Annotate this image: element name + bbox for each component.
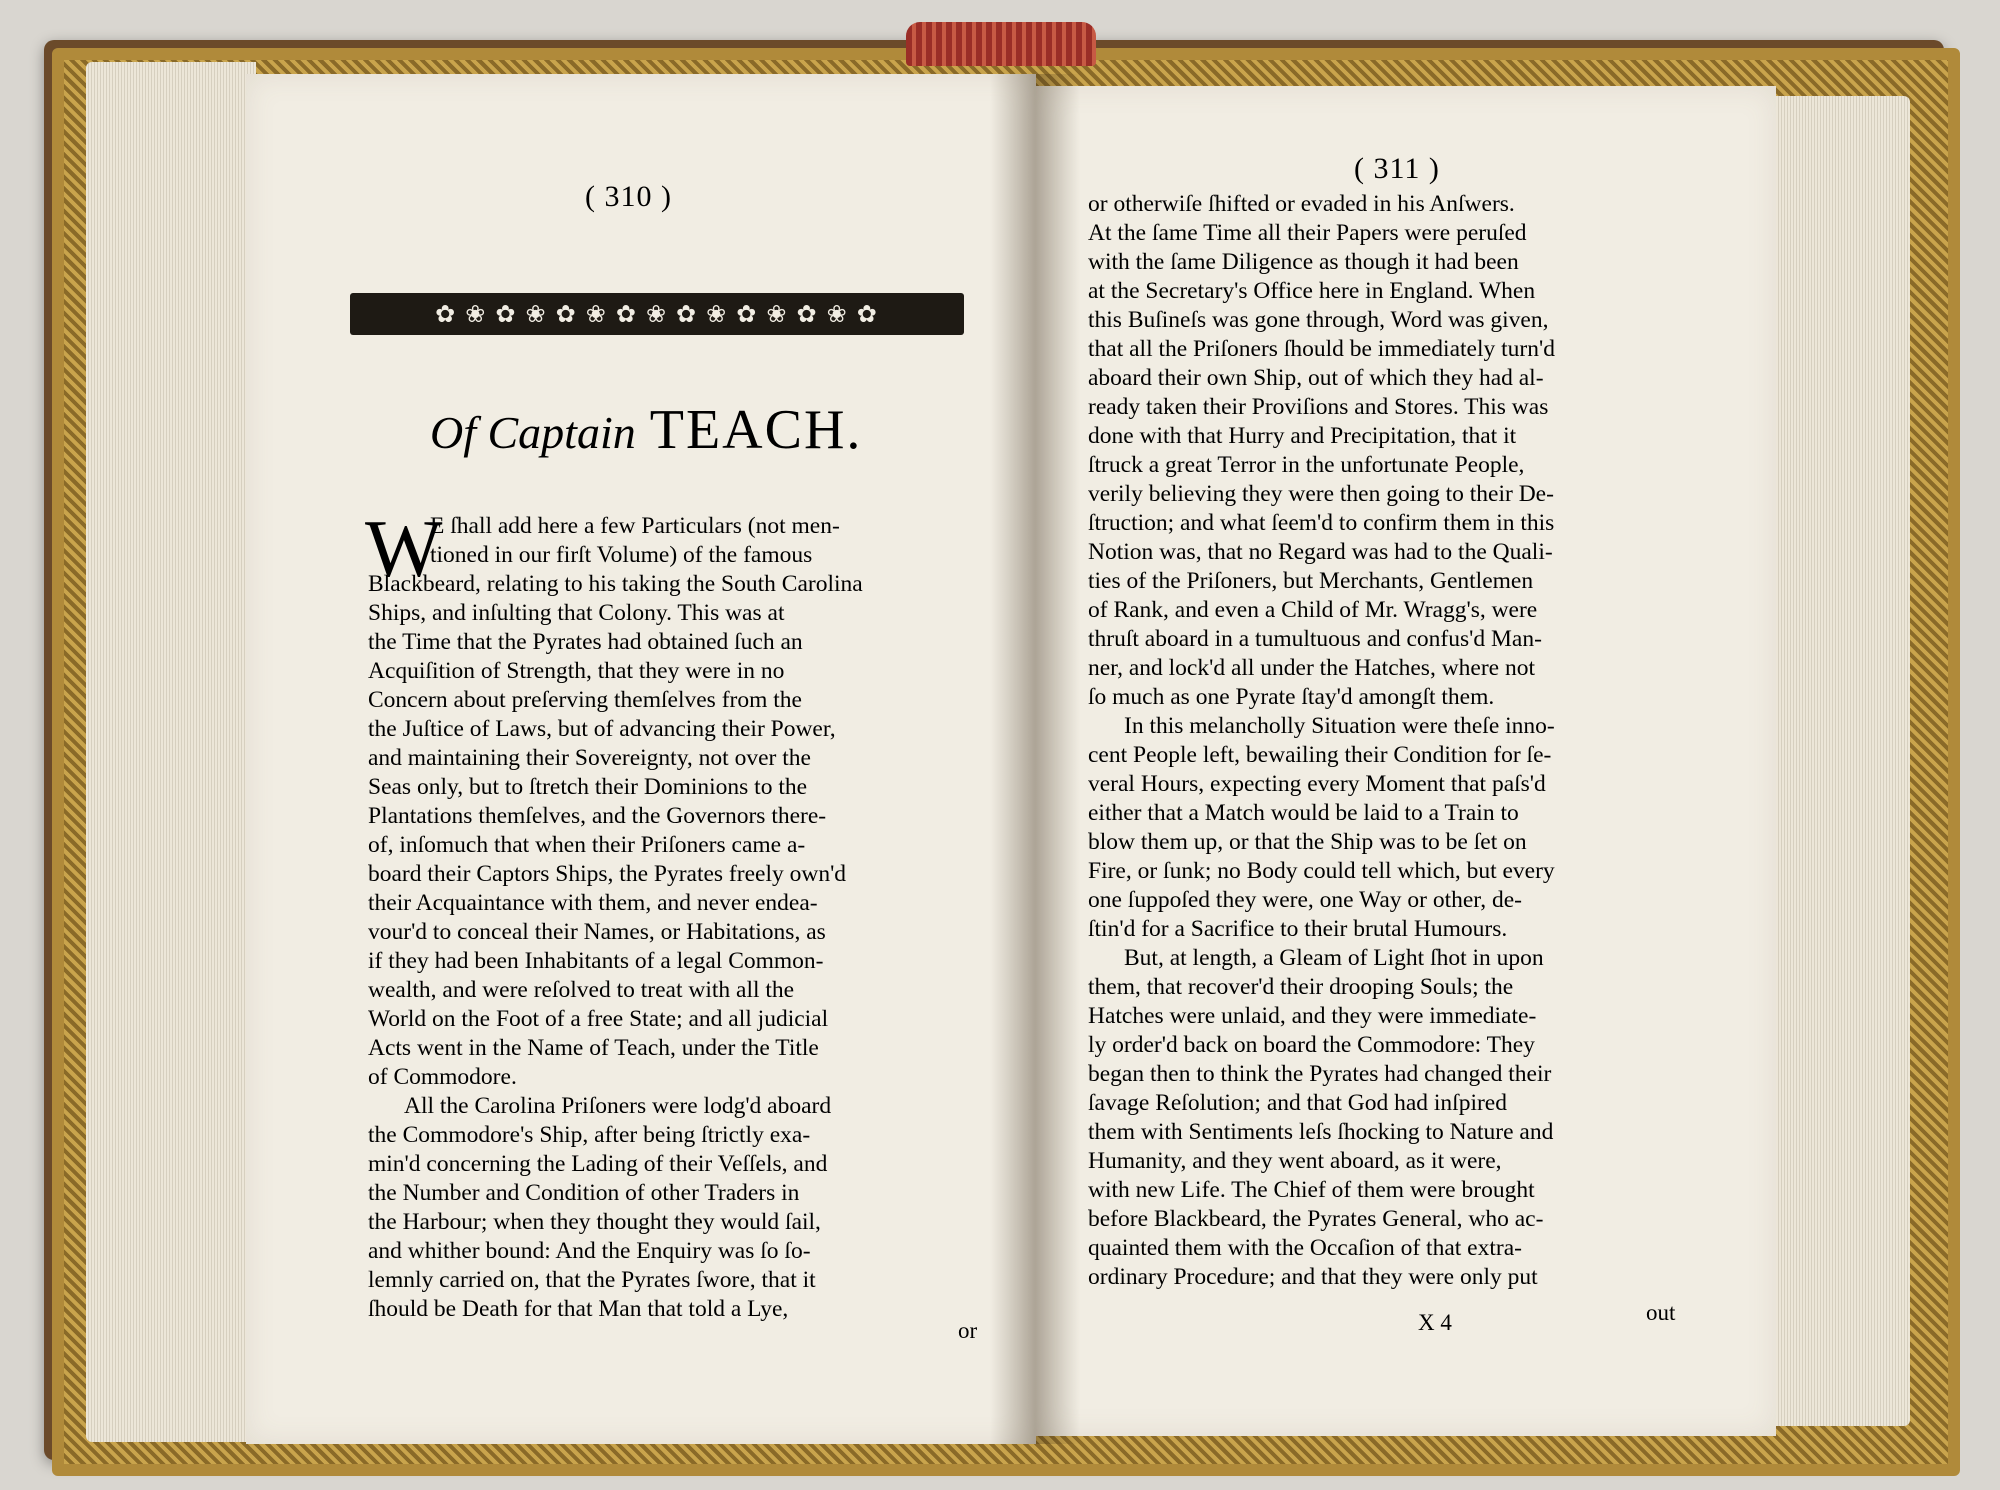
catchword-left: or: [958, 1318, 978, 1343]
text-line: with the ſame Diligence as though it had been: [1088, 249, 1519, 275]
text-line: this Buſineſs was gone through, Word was given,: [1088, 307, 1549, 333]
bookmark-ribbon: [906, 22, 1096, 66]
text-line: lemnly carried on, that the Pyrates ſwore, that it: [368, 1267, 816, 1293]
text-line: E ſhall add here a few Particulars (not men-: [430, 513, 840, 539]
text-line: at the Secretary's Office here in England. When: [1088, 278, 1536, 304]
text-line: World on the Foot of a free State; and all judicial: [368, 1006, 829, 1032]
text-line: tioned in our firſt Volume) of the famous: [430, 542, 813, 568]
text-line: Acts went in the Name of Teach, under the Title: [368, 1035, 819, 1061]
text-line: Fire, or ſunk; no Body could tell which, but every: [1088, 858, 1555, 884]
text-line: thruſt aboard in a tumultuous and confus'd Man-: [1088, 626, 1542, 652]
text-line: and maintaining their Sovereignty, not over the: [368, 745, 811, 771]
text-line: of Rank, and even a Child of Mr. Wragg's, were: [1088, 597, 1538, 623]
text-line: Hatches were unlaid, and they were immediate-: [1088, 1003, 1537, 1029]
decorative-headpiece: ✿ ❀ ✿ ❀ ✿ ❀ ✿ ❀ ✿ ❀ ✿ ❀ ✿ ❀ ✿: [350, 293, 964, 335]
text-line: and whither bound: And the Enquiry was ſo ſo-: [368, 1238, 811, 1264]
heading-italic: Of Captain: [430, 407, 636, 458]
text-line: Humanity, and they went aboard, as it were,: [1088, 1148, 1502, 1174]
text-line: Blackbeard, relating to his taking the South Carolina: [368, 571, 863, 597]
text-line: blow them up, or that the Ship was to be ſet on: [1088, 829, 1527, 855]
text-line: one ſuppoſed they were, one Way or other, de-: [1088, 887, 1522, 913]
text-line: the Harbour; when they thought they would ſail,: [368, 1209, 821, 1235]
text-line: ſtruction; and what ſeem'd to confirm them in this: [1088, 510, 1555, 536]
text-line: or otherwiſe ſhifted or evaded in his Anſwers.: [1088, 191, 1515, 217]
chapter-heading: [430, 398, 862, 462]
text-line: that all the Priſoners ſhould be immediately turn'd: [1088, 336, 1555, 362]
text-line: Concern about preſerving themſelves from the: [368, 687, 802, 713]
text-line: verily believing they were then going to their De-: [1088, 481, 1554, 507]
text-line: done with that Hurry and Precipitation, that it: [1088, 423, 1517, 449]
signature-mark: X 4: [1418, 1310, 1452, 1335]
text-line: ſtin'd for a Sacrifice to their brutal Humours.: [1088, 916, 1508, 942]
text-line: Seas only, but to ſtretch their Dominions to the: [368, 774, 808, 800]
text-line: aboard their own Ship, out of which they had al-: [1088, 365, 1544, 391]
text-line: began then to think the Pyrates had changed their: [1088, 1061, 1552, 1087]
text-line: ſo much as one Pyrate ſtay'd amongſt them.: [1088, 684, 1495, 710]
text-line: either that a Match would be laid to a Train to: [1088, 800, 1519, 826]
text-line: min'd concerning the Lading of their Veſſels, and: [368, 1151, 828, 1177]
text-line: the Time that the Pyrates had obtained ſuch an: [368, 629, 803, 655]
left-page-text: [368, 512, 988, 1324]
text-line: board their Captors Ships, the Pyrates freely own'd: [368, 861, 847, 887]
text-line: wealth, and were reſolved to treat with all the: [368, 977, 795, 1003]
text-line: ready taken their Proviſions and Stores. This was: [1088, 394, 1549, 420]
text-line: Acquiſition of Strength, that they were in no: [368, 658, 785, 684]
page-number-left: ( 310 ): [585, 180, 672, 213]
heading-caps: TEACH.: [649, 399, 863, 461]
page-edges-left: [86, 62, 256, 1442]
text-line: before Blackbeard, the Pyrates General, who ac-: [1088, 1206, 1544, 1232]
text-line: ſtruck a great Terror in the unfortunate People,: [1088, 452, 1525, 478]
text-line: At the ſame Time all their Papers were peruſed: [1088, 220, 1527, 246]
text-line: quainted them with the Occaſion of that extra-: [1088, 1235, 1522, 1261]
text-line: if they had been Inhabitants of a legal Common-: [368, 948, 824, 974]
text-line: Plantations themſelves, and the Governors there-: [368, 803, 827, 829]
text-line: Ships, and inſulting that Colony. This was at: [368, 600, 785, 626]
text-line: ties of the Priſoners, but Merchants, Gentlemen: [1088, 568, 1534, 594]
drop-cap: W: [365, 503, 443, 594]
text-line: ly order'd back on board the Commodore: They: [1088, 1032, 1535, 1058]
text-line: ſhould be Death for that Man that told a Lye,: [368, 1296, 789, 1322]
text-line: of, inſomuch that when their Priſoners came a-: [368, 832, 806, 858]
text-line: cent People left, bewailing their Condition for ſe-: [1088, 742, 1552, 768]
page-number-right: ( 311 ): [1354, 152, 1440, 185]
text-line: Notion was, that no Regard was had to the Quali-: [1088, 539, 1553, 565]
text-line: ner, and lock'd all under the Hatches, where not: [1088, 655, 1536, 681]
text-line: ordinary Procedure; and that they were only put: [1088, 1264, 1538, 1290]
text-line: veral Hours, expecting every Moment that paſs'd: [1088, 771, 1546, 797]
text-line: with new Life. The Chief of them were brought: [1088, 1177, 1535, 1203]
text-line: them with Sentiments leſs ſhocking to Nature and: [1088, 1119, 1554, 1145]
text-line: the Number and Condition of other Traders in: [368, 1180, 800, 1206]
text-line: But, at length, a Gleam of Light ſhot in upon: [1124, 945, 1544, 971]
text-line: them, that recover'd their drooping Souls; the: [1088, 974, 1514, 1000]
text-line: of Commodore.: [368, 1064, 517, 1090]
catchword-right: out: [1646, 1300, 1676, 1325]
right-page-text: [1088, 190, 1708, 1292]
text-line: the Juſtice of Laws, but of advancing their Power,: [368, 716, 836, 742]
text-line: vour'd to conceal their Names, or Habitations, as: [368, 919, 826, 945]
text-line: the Commodore's Ship, after being ſtrictly exa-: [368, 1122, 811, 1148]
text-line: their Acquaintance with them, and never endea-: [368, 890, 818, 916]
gutter-shadow: [990, 74, 1080, 1444]
text-line: ſavage Reſolution; and that God had inſpired: [1088, 1090, 1507, 1116]
text-line: In this melancholly Situation were theſe inno-: [1124, 713, 1555, 739]
text-line: All the Carolina Priſoners were lodg'd aboard: [404, 1093, 832, 1119]
